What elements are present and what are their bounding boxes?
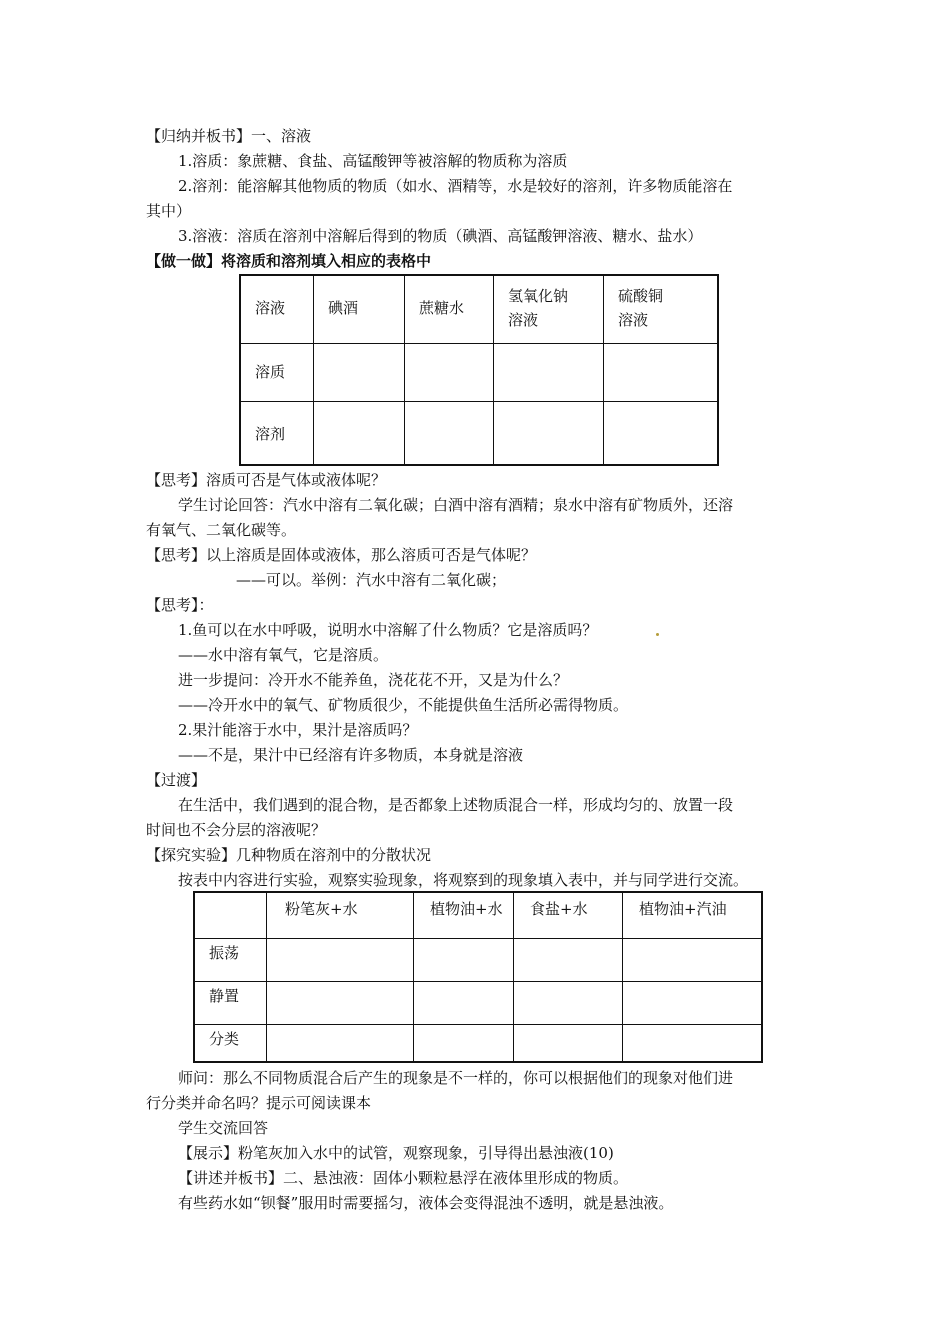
table-cell: 分类 (194, 1024, 267, 1062)
text-line: 学生讨论回答：汽水中溶有二氧化碳；白酒中溶有酒精；泉水中溶有矿物质外，还溶 (178, 496, 734, 514)
table-row (240, 343, 718, 401)
text-line: 1.溶质：象蔗糖、食盐、高锰酸钾等被溶解的物质称为溶质 (178, 152, 568, 170)
table-cell: 溶液 (240, 275, 314, 343)
table-row (240, 401, 718, 465)
table-cell: 氢氧化钠 溶液 (494, 275, 604, 343)
table-row (194, 981, 762, 1024)
text-line: 3.溶液：溶质在溶剂中溶解后得到的物质（碘酒、高锰酸钾溶液、糖水、盐水） (178, 227, 703, 245)
table-cell (405, 401, 494, 465)
text-line: 2.溶剂：能溶解其他物质的物质（如水、酒精等，水是较好的溶剂，许多物质能溶在 (178, 177, 733, 195)
table-cell (414, 1024, 514, 1062)
heading-think: 【思考】溶质可否是气体或液体呢？ (146, 471, 387, 489)
table-cell: 静置 (194, 981, 267, 1024)
text-line: 时间也不会分层的溶液呢？ (146, 821, 327, 839)
table-cell: 食盐+水 (514, 892, 623, 938)
heading-think: 【思考】： (146, 596, 214, 614)
table-cell (267, 981, 414, 1024)
text-line: 【展示】粉笔灰加入水中的试管，观察现象，引导得出悬浊液(10) (178, 1144, 614, 1162)
table-cell (494, 401, 604, 465)
table-cell (514, 1024, 623, 1062)
text-line: 有氧气、二氧化碳等。 (146, 521, 297, 539)
table-row (194, 1024, 762, 1062)
table-cell: 植物油+水 (414, 892, 514, 938)
text-line: 2.果汁能溶于水中，果汁是溶质吗？ (178, 721, 418, 739)
heading-think: 【思考】以上溶质是固体或液体，那么溶质可否是气体呢？ (146, 546, 537, 564)
table-cell (414, 938, 514, 981)
heading-do-it: 【做一做】将溶质和溶剂填入相应的表格中 (146, 252, 432, 270)
stray-mark (656, 633, 659, 636)
table-cell: 溶质 (240, 343, 314, 401)
solute-solvent-table (239, 274, 719, 466)
table-cell (623, 1024, 763, 1062)
table-cell (514, 981, 623, 1024)
dispersion-table (193, 891, 763, 1063)
heading-experiment: 【探究实验】几种物质在溶剂中的分散状况 (146, 846, 432, 864)
text-line: ——不是，果汁中已经溶有许多物质，本身就是溶液 (178, 746, 524, 764)
text-line: 学生交流回答 (178, 1119, 269, 1137)
table-cell: 溶剂 (240, 401, 314, 465)
text-line: 进一步提问：冷开水不能养鱼，浇花花不开，又是为什么？ (178, 671, 569, 689)
table-cell: 硫酸铜 溶液 (604, 275, 719, 343)
heading-transition: 【过渡】 (146, 771, 207, 789)
table-cell (604, 401, 719, 465)
table-cell (314, 401, 405, 465)
heading-solution: 【归纳并板书】一、溶液 (146, 127, 312, 145)
text-line: 1.鱼可以在水中呼吸，说明水中溶解了什么物质？它是溶质吗？ (178, 621, 598, 639)
text-line: 有些药水如“钡餐”服用时需要摇匀，液体会变得混浊不透明，就是悬浊液。 (178, 1194, 674, 1212)
text-line: ——可以。举例：汽水中溶有二氧化碳； (236, 571, 507, 589)
table-cell (623, 938, 763, 981)
table-cell (405, 343, 494, 401)
table-cell (314, 343, 405, 401)
table-cell (194, 892, 267, 938)
text-line: 其中） (146, 202, 192, 220)
table-cell (267, 938, 414, 981)
table-row (240, 275, 718, 343)
text-line: ——冷开水中的氧气、矿物质很少，不能提供鱼生活所必需得物质。 (178, 696, 629, 714)
table-cell (623, 981, 763, 1024)
text-line: 行分类并命名吗？提示可阅读课本 (146, 1094, 372, 1112)
text-line: 师问：那么不同物质混合后产生的现象是不一样的，你可以根据他们的现象对他们进 (178, 1069, 734, 1087)
text-line: 在生活中，我们遇到的混合物，是否都象上述物质混合一样，形成均匀的、放置一段 (178, 796, 734, 814)
table-cell (494, 343, 604, 401)
table-cell (604, 343, 719, 401)
table-cell (267, 1024, 414, 1062)
table-cell: 碘酒 (314, 275, 405, 343)
table-cell (414, 981, 514, 1024)
table-cell: 植物油+汽油 (623, 892, 763, 938)
table-row (194, 938, 762, 981)
table-cell: 振荡 (194, 938, 267, 981)
table-cell (514, 938, 623, 981)
text-line: ——水中溶有氧气，它是溶质。 (178, 646, 389, 664)
table-row (194, 892, 762, 938)
text-line: 按表中内容进行实验，观察实验现象，将观察到的现象填入表中，并与同学进行交流。 (178, 871, 749, 889)
table-cell: 粉笔灰+水 (267, 892, 414, 938)
table-cell: 蔗糖水 (405, 275, 494, 343)
heading-suspension: 【讲述并板书】二、悬浊液：固体小颗粒悬浮在液体里形成的物质。 (178, 1169, 629, 1187)
